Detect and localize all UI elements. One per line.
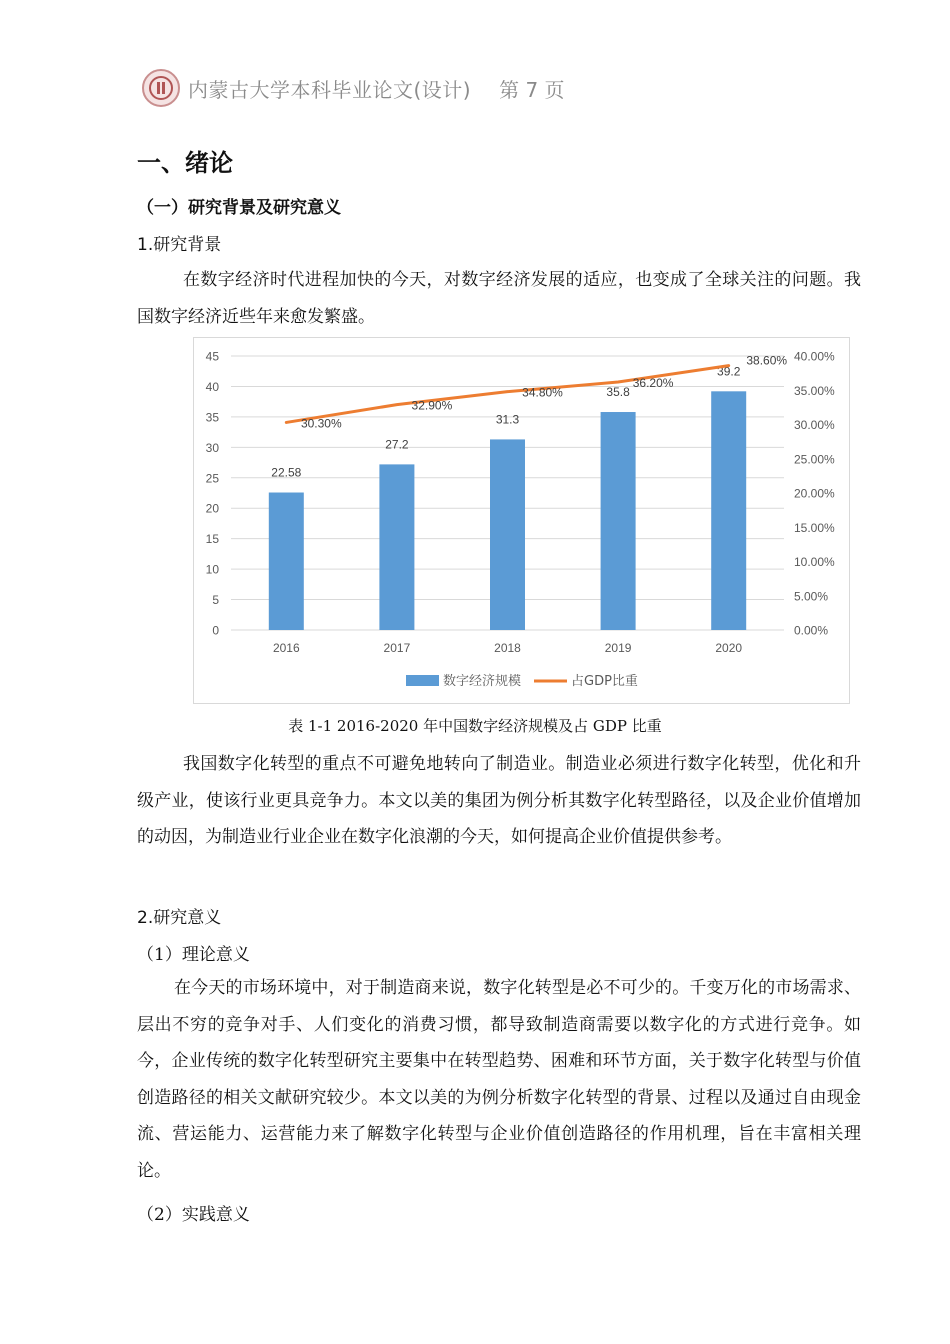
paragraph-theory: 在今天的市场环境中，对于制造商来说，数字化转型是必不可少的。千变万化的市场需求、层出不穷的竞争对手、人们变化的消费习惯，都导致制造商需要以数字化的方式进行竞争。如今，企业传统的数字化转型研究主要集中在转型趋势、困难和环节方面，关于数字化转型与价值创造路径的相关文献研究较少。本文以美的为例分析数字化转型的背景、过程以及通过自由现金流、营运能力、运营能力来了解数字化转型与企业价值创造路径的作用机理，旨在丰富相关理论。: [137, 978, 861, 1181]
line-data-label: 34.80%: [522, 385, 563, 400]
y-left-tick-label: 30: [205, 440, 219, 455]
legend-bar-swatch: [406, 675, 439, 686]
y-right-tick-label: 40.00%: [794, 349, 835, 364]
chapter-heading: 一、绪论: [137, 149, 233, 177]
y-right-tick-label: 25.00%: [794, 452, 835, 467]
x-tick-label: 2016: [272, 641, 300, 655]
section-heading: （一）研究背景及研究意义: [137, 198, 341, 218]
header-page-number: 第 7 页: [499, 77, 565, 102]
y-left-tick-label: 0: [212, 623, 219, 638]
y-right-tick-label: 35.00%: [794, 383, 835, 398]
bar-data-label: 39.2: [717, 364, 741, 379]
y-left-tick-label: 5: [212, 593, 219, 608]
chart-caption: 表 1-1 2016-2020 年中国数字经济规模及占 GDP 比重: [288, 717, 662, 735]
y-right-tick-label: 10.00%: [794, 555, 835, 569]
y-right-tick-label: 30.00%: [794, 418, 835, 432]
bar-data-label: 22.58: [271, 465, 302, 480]
y-left-tick-label: 45: [205, 349, 219, 364]
bar: [269, 493, 304, 630]
page-header: [142, 68, 565, 108]
y-right-tick-label: 0.00%: [794, 623, 829, 638]
y-left-tick-label: 10: [205, 562, 219, 577]
subsection-heading-significance: 2.研究意义: [137, 908, 222, 928]
legend-bar-label: 数字经济规模: [443, 674, 522, 689]
y-right-tick-label: 5.00%: [794, 589, 829, 604]
bar-data-label: 35.8: [606, 385, 630, 400]
legend-line-label: 占GDP比重: [571, 674, 638, 689]
y-left-tick-label: 20: [205, 501, 219, 516]
line-data-label: 36.20%: [632, 376, 674, 391]
bar: [711, 391, 746, 630]
bar: [601, 412, 636, 630]
subsection-heading-background: 1.研究背景: [137, 235, 222, 255]
digital-economy-chart: [193, 337, 850, 704]
y-right-tick-label: 15.00%: [794, 520, 835, 535]
line-data-label: 38.60%: [746, 353, 788, 368]
x-tick-label: 2018: [494, 641, 521, 655]
paragraph-manufacturing: 我国数字化转型的重点不可避免地转向了制造业。制造业必须进行数字化转型，优化和升级产业，使该行业更具竞争力。本文以美的集团为例分析其数字化转型路径，以及企业价值增加的动因，为制造业行业企业在数字化浪潮的今天，如何提高企业价值提供参考。: [137, 754, 861, 847]
bar: [490, 439, 525, 630]
bar-data-label: 27.2: [385, 437, 409, 452]
sub-heading-practice: （2）实践意义: [137, 1205, 250, 1225]
line-data-label: 32.90%: [411, 398, 453, 413]
bar-data-label: 31.3: [495, 412, 520, 427]
line-data-label: 30.30%: [300, 416, 342, 431]
y-left-tick-label: 25: [205, 471, 219, 486]
header-title: 内蒙古大学本科毕业论文(设计): [188, 77, 472, 102]
sub-heading-theory: （1）理论意义: [137, 945, 250, 965]
x-tick-label: 2019: [604, 641, 632, 655]
x-tick-label: 2020: [715, 641, 743, 655]
y-left-tick-label: 35: [205, 410, 219, 425]
y-right-tick-label: 20.00%: [794, 486, 835, 501]
y-left-tick-label: 40: [205, 379, 219, 394]
paragraph-background: 在数字经济时代进程加快的今天，对数字经济发展的适应，也变成了全球关注的问题。我国数字经济近些年来愈发繁盛。: [137, 270, 861, 327]
university-seal-icon: [142, 69, 180, 107]
chart-canvas: [194, 338, 851, 705]
bar: [379, 464, 414, 630]
y-left-tick-label: 15: [205, 532, 219, 547]
x-tick-label: 2017: [383, 641, 411, 655]
